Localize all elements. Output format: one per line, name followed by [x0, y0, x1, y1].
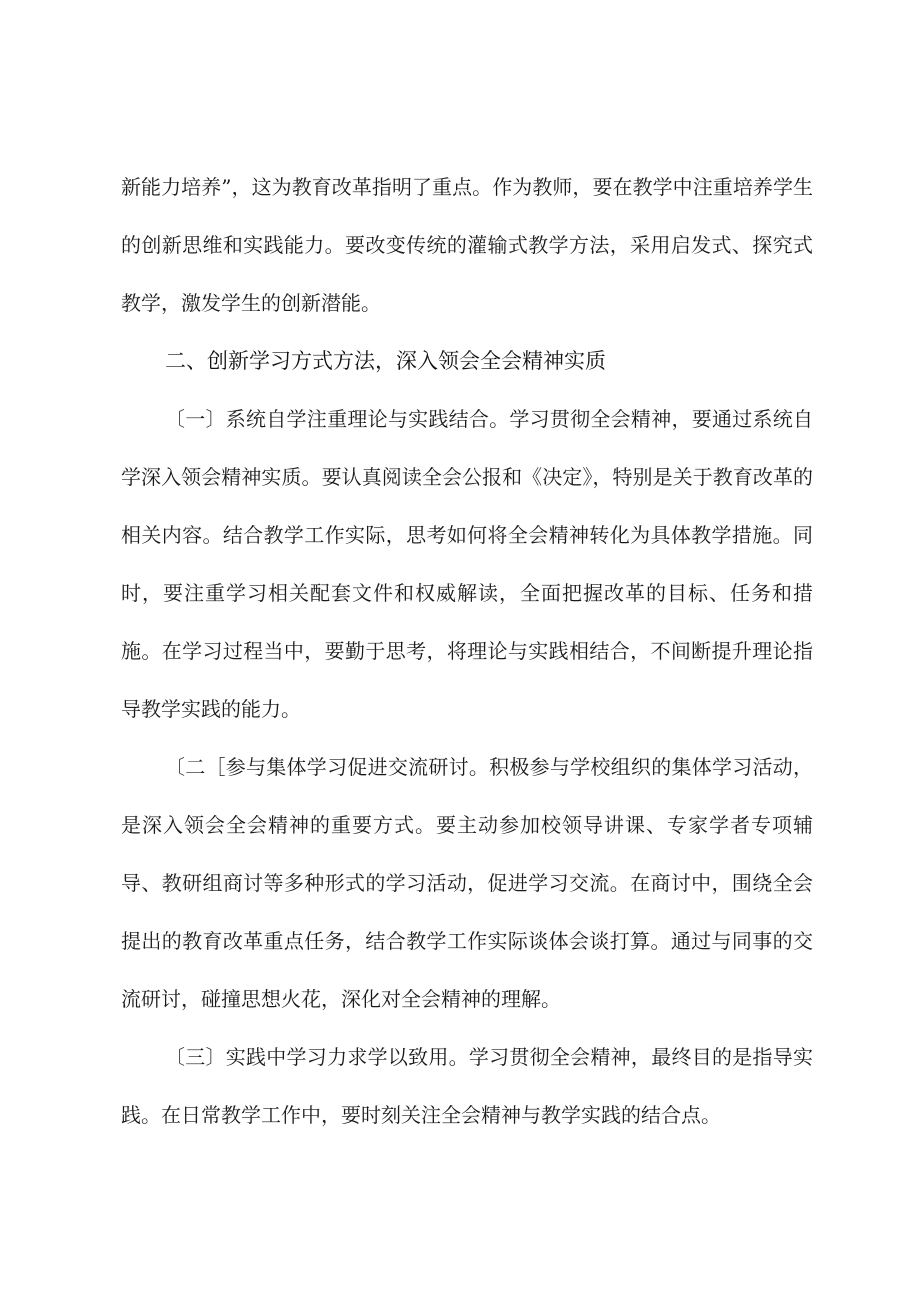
paragraph-self-study: 〔一〕系统自学注重理论与实践结合。学习贯彻全会精神，要通过系统自学深入领会精神实质。要认真阅读全会公报和《决定》，特别是关于教育改革的相关内容。结合教学工作实际，思考如何将全会精神转化为具体教学措施。同时，要注重学习相关配套文件和权威解读，全面把握改革的目标、任务和措施。在学习过程当中，要勤于思考，将理论与实践相结合，不间断提升理论指导教学实践的能力。: [121, 407, 813, 721]
paragraph-group-study: 〔二［参与集体学习促进交流研讨。积极参与学校组织的集体学习活动，是深入领会全会精神的重要方式。要主动参加校领导讲课、专家学者专项辅导、教研组商讨等多种形式的学习活动，促进学习交流。在商讨中，围绕全会提出的教育改革重点任务，结合教学工作实际谈体会谈打算。通过与同事的交流研讨，碰撞思想火花，深化对全会精神的理解。: [121, 755, 813, 1011]
paragraph-continued: 新能力培养”，这为教育改革指明了重点。作为教师，要在教学中注重培养学生的创新思维和实践能力。要改变传统的灌输式教学方法，采用启发式、探究式教学，激发学生的创新潜能。: [121, 175, 813, 315]
paragraph-practice: 〔三〕实践中学习力求学以致用。学习贯彻全会精神，最终目的是指导实践。在日常教学工作中，要时刻关注全会精神与教学实践的结合点。: [121, 1045, 813, 1127]
section-heading: 二、创新学习方式方法，深入领会全会精神实质: [165, 349, 606, 373]
document-body: [121, 158, 813, 1144]
